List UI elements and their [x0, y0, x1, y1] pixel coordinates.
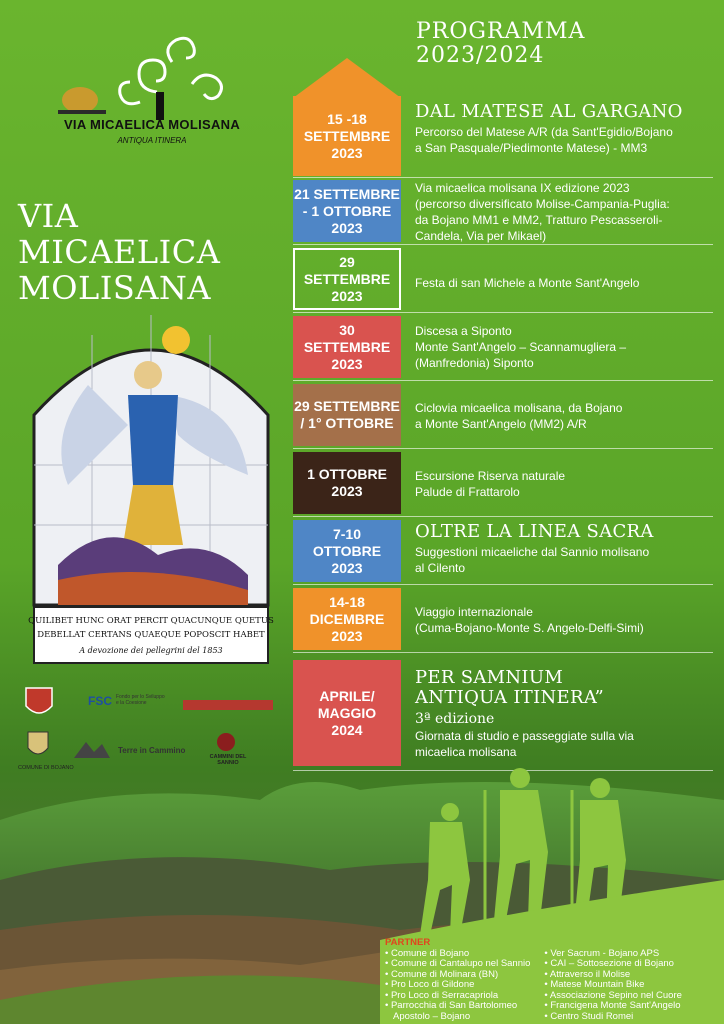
- event-date-3: 29 SETTEMBRE 2023: [293, 248, 401, 310]
- programma-title: [416, 20, 585, 68]
- event-4: Discesa a Siponto Monte Sant'Angelo – Scannamugliera – (Manfredonia) Siponto: [415, 324, 627, 370]
- event-date-4: 30 SETTEMBRE 2023: [293, 316, 401, 378]
- sun-icon: [162, 326, 190, 354]
- tile-inscription-line2: DEBELLAT CERTANS QUAEQUE POPOSCIT HABET: [37, 630, 265, 640]
- partner-title: PARTNER: [385, 937, 431, 948]
- list-item: • Parrocchia di San Bartolomeo: [385, 1001, 530, 1012]
- event-date-8: 14-18 DICEMBRE 2023: [293, 588, 401, 650]
- list-item: • Comune di Bojano: [385, 949, 530, 960]
- spiral-icon: [139, 60, 165, 92]
- partner-column-2: [544, 949, 681, 1023]
- event-date-1: 15 -18 SETTEMBRE 2023: [293, 96, 401, 176]
- main-title-line2: MOLISANA: [18, 269, 212, 307]
- tile-inscription-line1: QUILIBET HUNC ORAT PERCIT QUACUNQUE QUETUS: [28, 616, 274, 626]
- list-item: • Centro Studi Romei: [544, 1012, 681, 1023]
- event-subheading: 3ª edizione: [415, 711, 495, 727]
- region-banner-icon: [183, 700, 273, 710]
- spiral-icon: [192, 75, 222, 98]
- list-item: • Matese Mountain Bike: [544, 980, 681, 991]
- comune-crest-icon: [26, 730, 50, 760]
- list-item: • Attraverso il Molise: [544, 970, 681, 981]
- list-item: • CAI – Sottosezione di Bojano: [544, 959, 681, 970]
- event-heading: DAL MATESE AL GARGANO: [415, 101, 683, 122]
- list-item: • Comune di Cantalupo nel Sannio: [385, 959, 530, 970]
- event-6: Escursione Riserva naturale Palude di Frattarolo: [415, 469, 566, 499]
- molise-crest-icon: [24, 686, 54, 720]
- main-title: [18, 198, 288, 306]
- event-date-9: APRILE/ MAGGIO 2024: [293, 660, 401, 766]
- programma-line1: PROGRAMMA: [416, 19, 586, 44]
- event-date-5: 29 SETTEMBRE / 1° OTTOBRE: [293, 384, 401, 446]
- tile-inscription-line3: A devozione dei pellegrini del 1853: [79, 646, 223, 655]
- terre-in-cammino-icon: [74, 738, 110, 758]
- programma-line2: 2023/2024: [416, 43, 545, 68]
- event-3: Festa di san Michele a Monte Sant'Angelo: [415, 276, 640, 290]
- spiral-icon: [168, 38, 194, 62]
- event-2: Via micaelica molisana IX edizione 2023 (percorso diversificato Molise-Campania-Puglia: da Bojano MM1 e MM2, Tratturo Pescasseroli- Candela, Via per Mikael): [415, 181, 670, 243]
- via-micaelica-logo: [52, 22, 262, 172]
- logo-subtitle: ANTIQUA ITINERA: [117, 136, 187, 145]
- list-item: • Associazione Sepino nel Cuore: [544, 991, 681, 1002]
- cammini-sannio-logo: CAMMINI DEL SANNIO: [209, 754, 247, 766]
- event-1: DAL MATESE AL GARGANO Percorso del Matese A/R (da Sant'Egidio/Bojano a San Pasquale/Piedimonte Matese) - MM3: [415, 102, 715, 156]
- event-heading: OLTRE LA LINEA SACRA: [415, 521, 654, 542]
- event-date-7: 7-10 OTTOBRE 2023: [293, 520, 401, 582]
- fsc-logo: FSC: [88, 694, 112, 708]
- event-date-2: 21 SETTEMBRE - 1 OTTOBRE 2023: [293, 180, 401, 242]
- main-title-line1: VIA MICAELICA: [18, 197, 221, 271]
- event-5: Ciclovia micaelica molisana, da Bojano a Monte Sant'Angelo (MM2) A/R: [415, 401, 623, 431]
- list-item: Apostolo – Bojano: [393, 1010, 471, 1022]
- list-item: • Comune di Molinara (BN): [385, 970, 530, 981]
- event-date-6: 1 OTTOBRE 2023: [293, 452, 401, 514]
- event-7: OLTRE LA LINEA SACRA Suggestioni micaeliche dal Sannio molisano al Cilento: [415, 522, 715, 576]
- partner-list: [385, 938, 715, 1022]
- terre-in-cammino-logo: Terre in Cammino: [118, 746, 186, 755]
- event-heading: PER SAMNIUM ANTIQUA ITINERA”: [415, 667, 604, 708]
- cammini-sannio-icon: [216, 732, 236, 752]
- spiral-icon: [120, 82, 140, 104]
- event-8: Viaggio internazionale (Cuma-Bojano-Monte S. Angelo-Delfi-Simi): [415, 605, 644, 635]
- arrow-roof: [293, 58, 401, 98]
- partner-column-1: [385, 949, 530, 1023]
- list-item: • Ver Sacrum - Bojano APS: [544, 949, 681, 960]
- list-item: • Pro Loco di Serracapriola: [385, 991, 530, 1002]
- event-9: PER SAMNIUM ANTIQUA ITINERA” 3ª edizione Giornata di studio e passeggiate sulla via micaelica molisana: [415, 668, 715, 760]
- saint-michael-tile: [28, 305, 274, 665]
- list-item: • Pro Loco di Gildone: [385, 980, 530, 991]
- fsc-logo-caption: Fondo per lo Sviluppo e la Coesione: [116, 694, 165, 706]
- logo-title: VIA MICAELICA MOLISANA: [63, 117, 241, 132]
- snail-icon: [62, 87, 98, 113]
- comune-label: COMUNE DI BOJANO: [18, 765, 74, 771]
- list-item: • Francigena Monte Sant'Angelo: [544, 1001, 681, 1012]
